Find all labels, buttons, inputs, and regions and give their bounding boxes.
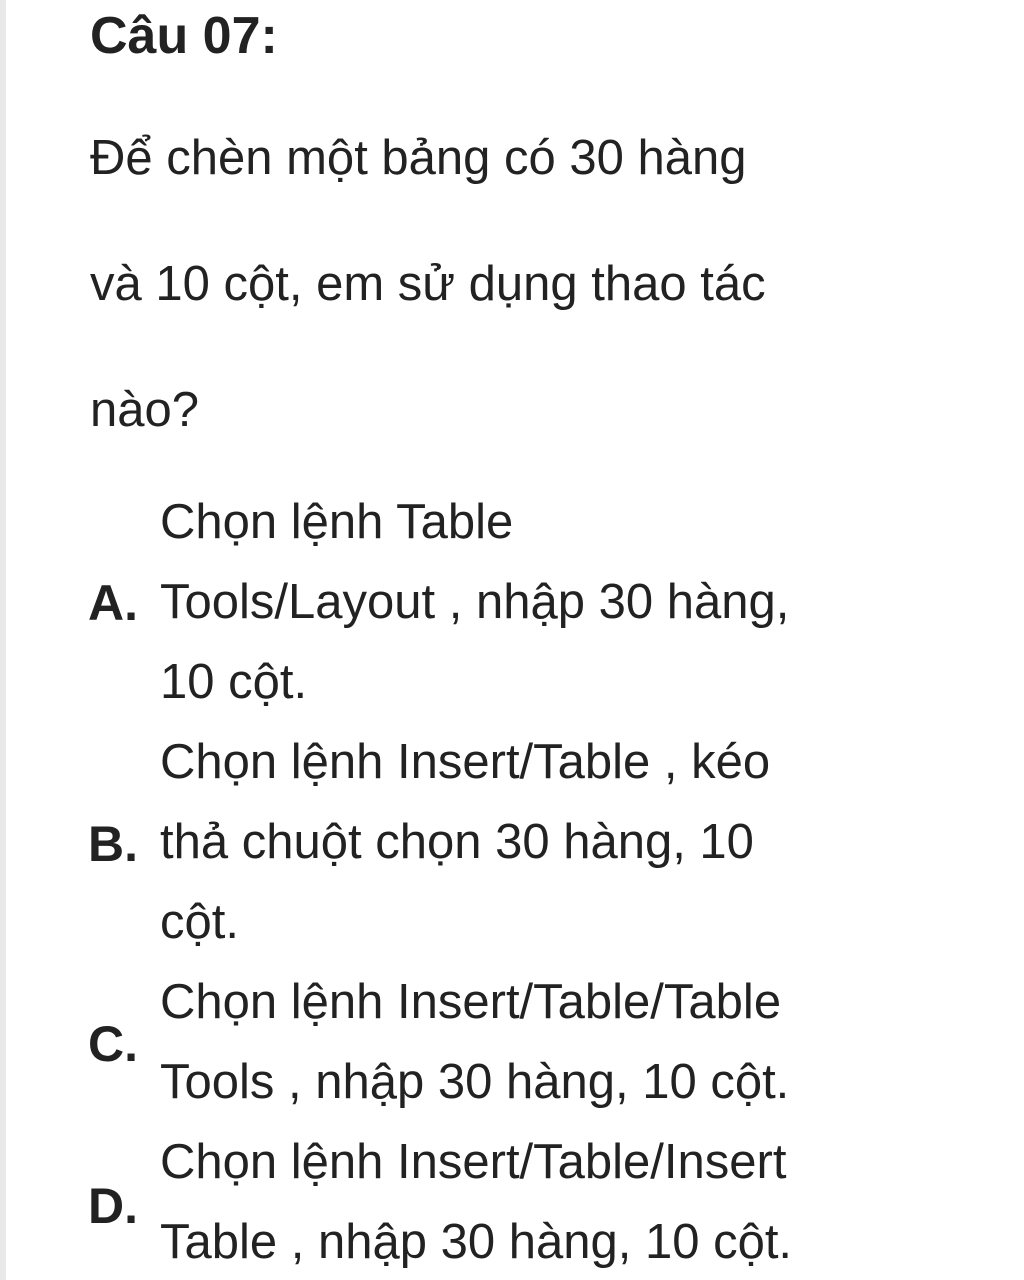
option-d-line-2: Table , nhập 30 hàng, 10 cột.: [160, 1215, 793, 1269]
option-a-line-1: Chọn lệnh Table: [160, 495, 514, 549]
option-b-letter: B.: [88, 816, 138, 872]
option-a-line-2: Tools/Layout , nhập 30 hàng,: [160, 575, 790, 629]
option-d-line-1: Chọn lệnh Insert/Table/Insert: [160, 1135, 787, 1189]
option-b-line-1: Chọn lệnh Insert/Table , kéo: [160, 735, 771, 789]
option-b-line-3: cột.: [160, 895, 239, 949]
left-edge-border: [0, 0, 6, 1280]
option-b-line-2: thả chuột chọn 30 hàng, 10: [160, 815, 754, 869]
question-title: Câu 07:: [90, 7, 278, 65]
option-c-line-2: Tools , nhập 30 hàng, 10 cột.: [160, 1055, 790, 1109]
option-a-line-3: 10 cột.: [160, 655, 308, 709]
option-d-letter: D.: [88, 1178, 138, 1234]
question-line-1: Để chèn một bảng có 30 hàng: [90, 131, 747, 185]
option-c-letter: C.: [88, 1016, 138, 1072]
option-a-letter: A.: [88, 575, 138, 631]
question-line-3: nào?: [90, 383, 200, 437]
question-line-2: và 10 cột, em sử dụng thao tác: [90, 257, 766, 311]
option-c-line-1: Chọn lệnh Insert/Table/Table: [160, 975, 782, 1029]
